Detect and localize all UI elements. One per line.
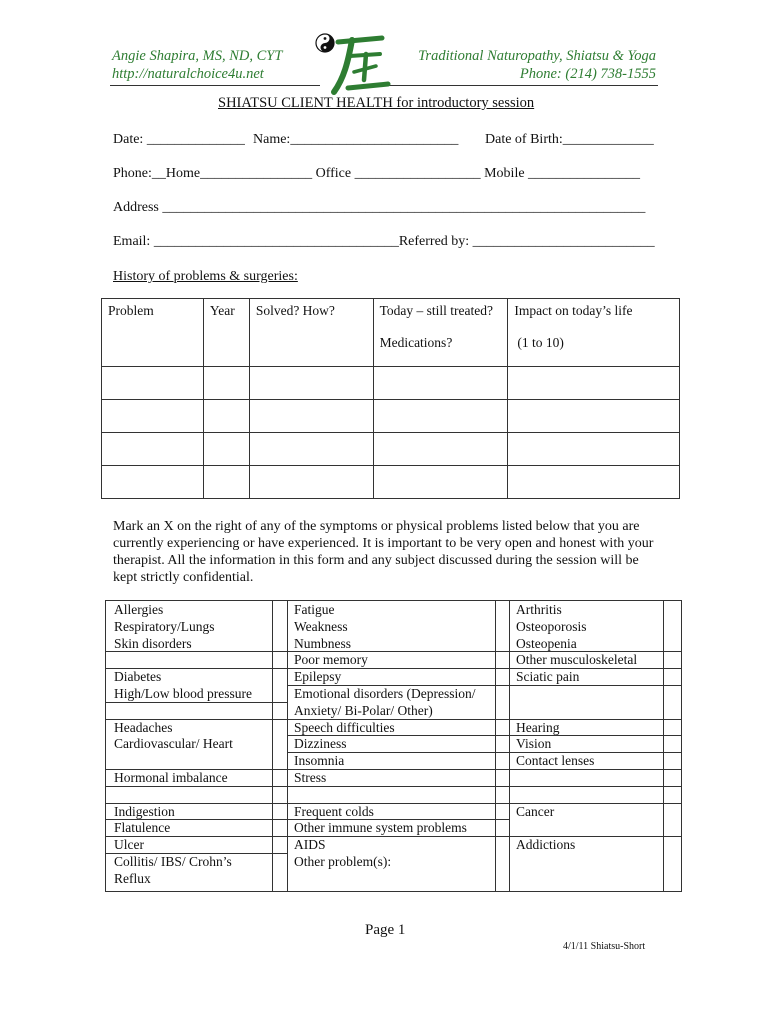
symptom-label: Respiratory/Lungs — [114, 618, 215, 634]
name-field[interactable]: Name:________________________ — [253, 132, 459, 147]
symptom-label: Osteopenia — [516, 635, 577, 651]
symptom-label: Weakness — [294, 618, 348, 634]
symptom-label: Dizziness — [294, 736, 347, 752]
symptom-label: Insomnia — [294, 753, 345, 769]
symptom-label: Vision — [516, 736, 552, 752]
symptom-row-divider — [509, 786, 681, 787]
history-header-impact: Impact on today’s life (1 to 10) — [508, 299, 680, 367]
phone-field[interactable]: Phone:__Home________________ Office __________________ Mobile ________________ — [113, 166, 641, 181]
table-row[interactable] — [102, 400, 680, 433]
instructions-line-3: therapist. All the information in this form and any subject discussed during the session will be — [113, 553, 639, 568]
date-field[interactable]: Date: ______________ — [113, 132, 245, 147]
brush-character-icon — [334, 38, 388, 92]
history-header-solved: Solved? How? — [249, 299, 373, 367]
symptom-label: Frequent colds — [294, 803, 374, 819]
history-table — [101, 298, 680, 499]
symptom-label: Reflux — [114, 870, 151, 886]
email-referred-field[interactable]: Email: ___________________________________Referred by: __________________________ — [113, 234, 655, 249]
history-header-row — [102, 299, 680, 367]
symptom-label: Fatigue — [294, 602, 335, 617]
symptom-label: Speech difficulties — [294, 719, 395, 735]
symptom-label: Osteoporosis — [516, 618, 587, 634]
practitioner-name: Angie Shapira, MS, ND, CYT — [112, 48, 283, 64]
page-number: Page 1 — [365, 922, 406, 938]
instructions-line-2: currently experiencing or have experienced. It is important to be very open and honest with your — [113, 536, 654, 551]
symptom-label: Hearing — [516, 719, 560, 735]
instructions-line-1: Mark an X on the right of any of the symptoms or physical problems listed below that you are — [113, 519, 640, 534]
history-header-treated: Today – still treated? Medications? — [373, 299, 508, 367]
symptom-label: Skin disorders — [114, 635, 192, 651]
symptom-label: Cancer — [516, 803, 555, 819]
table-row[interactable] — [102, 367, 680, 400]
symptom-label: Cardiovascular/ Heart — [114, 736, 233, 752]
symptom-label: Numbness — [294, 635, 351, 651]
header-rule-right — [388, 85, 658, 86]
symptom-label: Sciatic pain — [516, 669, 580, 685]
history-header-year: Year — [203, 299, 249, 367]
symptom-label: Flatulence — [114, 820, 171, 836]
symptom-label: Diabetes — [114, 669, 162, 685]
symptom-label: Anxiety/ Bi-Polar/ Other) — [294, 702, 433, 718]
symptom-label: Ulcer — [114, 837, 144, 853]
table-row[interactable] — [102, 466, 680, 499]
symptom-label: High/Low blood pressure — [114, 686, 252, 701]
symptom-label: AIDS — [294, 837, 326, 853]
header-rule-left — [110, 85, 320, 86]
dob-field[interactable]: Date of Birth:_____________ — [485, 132, 654, 147]
symptoms-table — [105, 600, 682, 892]
symptom-label: Other musculoskeletal — [516, 652, 638, 668]
yin-yang-icon — [316, 34, 334, 52]
symptom-label: Poor memory — [294, 652, 368, 668]
symptom-label: Emotional disorders (Depression/ — [294, 686, 476, 701]
practitioner-url: http://naturalchoice4u.net — [112, 66, 264, 82]
logo — [314, 32, 392, 96]
symptom-label: Stress — [294, 770, 327, 785]
symptom-label: Indigestion — [114, 803, 175, 819]
history-header-problem: Problem — [102, 299, 204, 367]
symptom-label: Arthritis — [516, 602, 562, 617]
practice-title: Traditional Naturopathy, Shiatsu & Yoga — [418, 48, 656, 64]
form-code: 4/1/11 Shiatsu-Short — [563, 941, 646, 952]
symptom-label: Contact lenses — [516, 753, 595, 769]
form-title: SHIATSU CLIENT HEALTH for introductory session — [218, 95, 535, 111]
symptom-label: Other problem(s): — [294, 854, 392, 869]
table-row[interactable] — [102, 433, 680, 466]
symptom-label: Addictions — [516, 837, 576, 853]
symptom-label: Epilepsy — [294, 669, 342, 685]
address-field[interactable]: Address _____________________________________________________________________ — [113, 200, 646, 215]
symptom-label: Collitis/ IBS/ Crohn’s — [114, 854, 232, 869]
symptom-label: Headaches — [114, 719, 173, 735]
symptom-label: Hormonal imbalance — [114, 770, 228, 785]
symptom-label: Allergies — [114, 602, 164, 617]
symptom-label: Other immune system problems — [294, 820, 467, 836]
practice-phone: Phone: (214) 738-1555 — [519, 66, 656, 82]
history-heading: History of problems & surgeries: — [113, 269, 298, 284]
instructions-line-4: kept strictly confidential. — [113, 570, 254, 585]
